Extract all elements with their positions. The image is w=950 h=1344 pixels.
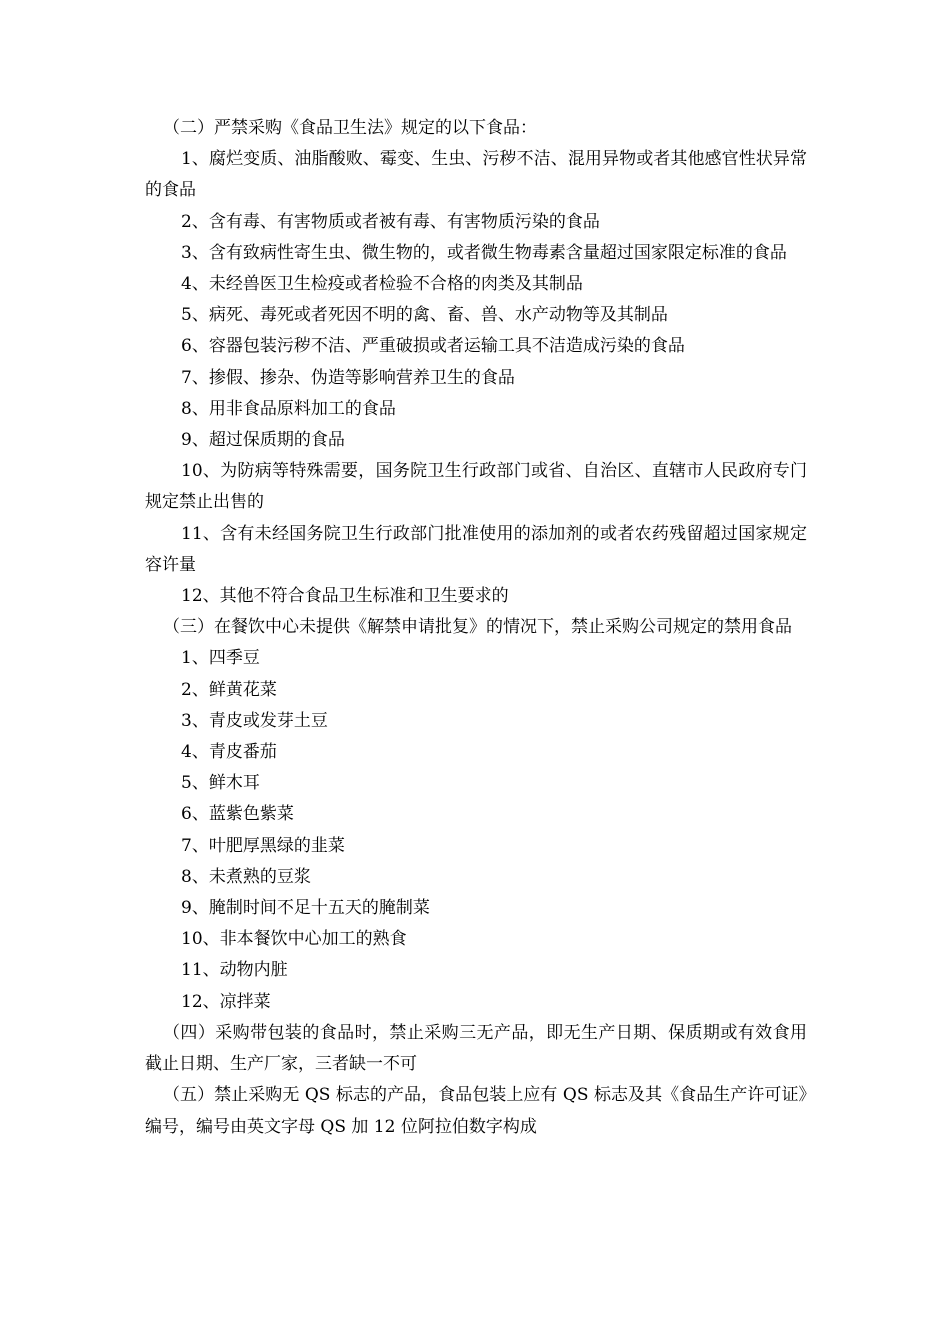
section-3-item-10: 10、非本餐饮中心加工的熟食: [181, 929, 407, 950]
section-3-item-4: 4、青皮番茄: [181, 742, 277, 763]
section-2-item-7: 7、掺假、掺杂、伪造等影响营养卫生的食品: [181, 367, 515, 388]
section-2-item-5: 5、病死、毒死或者死因不明的禽、畜、兽、水产动物等及其制品: [181, 305, 668, 326]
section-3-item-5: 5、鲜木耳: [181, 773, 260, 794]
section-3-item-3: 3、青皮或发芽土豆: [181, 710, 328, 731]
section-2-item-3: 3、含有致病性寄生虫、微生物的，或者微生物毒素含量超过国家限定标准的食品: [181, 242, 787, 263]
section-5-heading: （五）禁止采购无 QS 标志的产品，食品包装上应有 QS 标志及其《食品生产许可证》编号，编号由英文字母 QS 加 12 位阿拉伯数字构成: [145, 1085, 807, 1137]
section-3-item-11: 11、动物内脏: [181, 960, 288, 981]
section-2-item-11: 11、含有未经国务院卫生行政部门批准使用的添加剂的或者农药残留超过国家规定容许量: [145, 523, 807, 575]
section-3-item-1: 1、四季豆: [181, 648, 260, 669]
document-page: [145, 113, 807, 1143]
section-3-item-8: 8、未煮熟的豆浆: [181, 866, 311, 887]
section-2-item-8: 8、用非食品原料加工的食品: [181, 398, 396, 419]
section-3-item-9: 9、腌制时间不足十五天的腌制菜: [181, 898, 430, 919]
section-2-item-9: 9、超过保质期的食品: [181, 430, 345, 451]
section-2-item-2: 2、含有毒、有害物质或者被有毒、有害物质污染的食品: [181, 211, 600, 232]
section-2-heading: （二）严禁采购《食品卫生法》规定的以下食品：: [163, 118, 537, 138]
section-2-item-4: 4、未经兽医卫生检疫或者检验不合格的肉类及其制品: [181, 274, 583, 295]
section-2-item-10: 10、为防病等特殊需要，国务院卫生行政部门或省、自治区、直辖市人民政府专门规定禁止出售的: [145, 461, 807, 513]
section-4-heading: （四）采购带包装的食品时，禁止采购三无产品，即无生产日期、保质期或有效食用截止日期、生产厂家，三者缺一不可: [145, 1022, 807, 1075]
section-2-item-6: 6、容器包装污秽不洁、严重破损或者运输工具不洁造成污染的食品: [181, 336, 685, 357]
section-2-item-12: 12、其他不符合食品卫生标准和卫生要求的: [181, 586, 509, 607]
section-3-item-6: 6、蓝紫色紫菜: [181, 804, 294, 825]
section-2-item-1: 1、腐烂变质、油脂酸败、霉变、生虫、污秽不洁、混用异物或者其他感官性状异常的食品: [145, 149, 807, 201]
section-3-item-2: 2、鲜黄花菜: [181, 679, 277, 700]
section-3-item-7: 7、叶肥厚黑绿的韭菜: [181, 835, 345, 856]
section-3-item-12: 12、凉拌菜: [181, 991, 271, 1012]
section-3-heading: （三）在餐饮中心未提供《解禁申请批复》的情况下，禁止采购公司规定的禁用食品: [163, 617, 792, 638]
